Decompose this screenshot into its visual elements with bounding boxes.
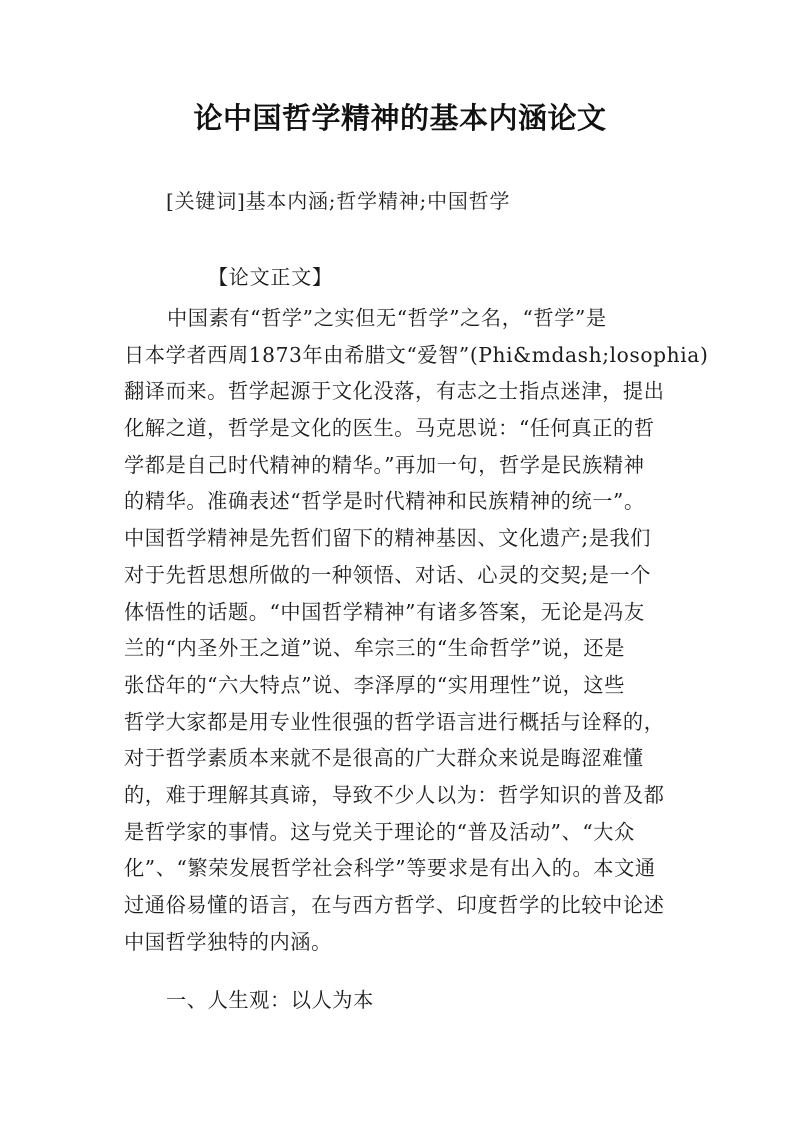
paragraph-line: 学都是自己时代精神的精华。”再加一句，哲学是民族精神 [124, 452, 645, 477]
paragraph-line: 张岱年的“六大特点”说、李泽厚的“实用理性”说，这些 [124, 672, 626, 697]
paragraph-line: 中国哲学精神是先哲们留下的精神基因、文化遗产;是我们 [124, 526, 652, 551]
paragraph-line: 中国素有“哲学”之实但无“哲学”之名，“哲学”是 [167, 306, 607, 330]
paragraph-line: 是哲学家的事情。这与党关于理论的“普及活动”、“大众 [124, 819, 635, 844]
paragraph-line: 兰的“内圣外王之道”说、牟宗三的“生命哲学”说，还是 [124, 636, 626, 661]
paragraph-line: 体悟性的话题。“中国哲学精神”有诸多答案，无论是冯友 [124, 599, 645, 624]
document-title: 论中国哲学精神的基本内涵论文 [193, 101, 607, 135]
paragraph-line: 哲学大家都是用专业性很强的哲学语言进行概括与诠释的， [124, 709, 665, 734]
paragraph-line: 化”、“繁荣发展哲学社会科学”等要求是有出入的。本文通 [124, 856, 656, 881]
paragraph-line: 中国哲学独特的内涵。 [124, 929, 332, 954]
paragraph-line: 过通俗易懂的语言，在与西方哲学、印度哲学的比较中论述 [124, 893, 665, 917]
body-paragraph [124, 300, 709, 960]
keywords-line: [关键词]基本内涵;哲学精神;中国哲学 [166, 189, 511, 213]
paragraph-line: 对于先哲思想所做的一种领悟、对话、心灵的交契;是一个 [124, 562, 652, 587]
paragraph-line: 对于哲学素质本来就不是很高的广大群众来说是晦涩难懂 [124, 746, 644, 771]
paragraph-line: 的，难于理解其真谛，导致不少人以为：哲学知识的普及都 [124, 782, 665, 807]
paragraph-line: 翻译而来。哲学起源于文化没落，有志之士指点迷津，提出 [124, 379, 665, 404]
paragraph-line: 化解之道，哲学是文化的医生。马克思说：“任何真正的哲 [124, 416, 655, 441]
section-subheading: 一、人生观：以人为本 [166, 988, 374, 1012]
section-heading: 【论文正文】 [208, 265, 333, 289]
paragraph-line: 的精华。准确表述“哲学是时代精神和民族精神的统一”。 [124, 489, 645, 514]
paragraph-line: 日本学者西周1873年由希腊文“爱智”(Phi&mdash;losophia) [124, 342, 709, 367]
